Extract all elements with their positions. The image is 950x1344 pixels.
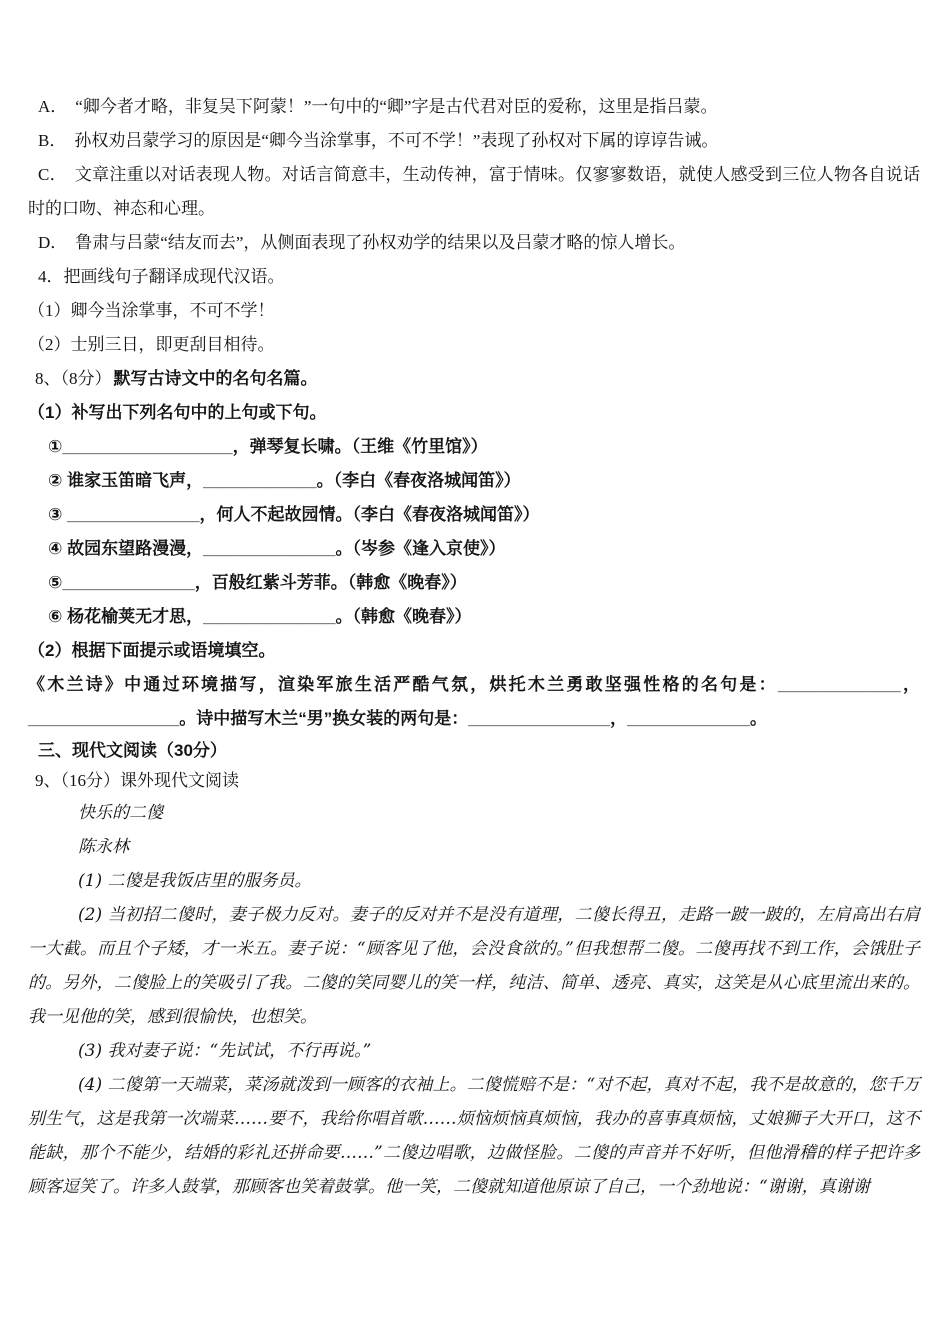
option-a-label: A． [38, 97, 68, 116]
story-title: 快乐的二傻 [78, 803, 163, 823]
poem-blank-line-6: ⑥ 杨花榆荚无才思，______________。（韩愈《晚春》） [48, 607, 472, 626]
question-4-item-1: （1）卿今当涂掌事，不可不学！ [28, 301, 275, 320]
poem-blank-line-5: ⑤______________，百般红紫斗芳菲。（韩愈《晚春》） [48, 573, 467, 592]
question-8-part2-text: 《木兰诗》中通过环境描写，渲染军旅生活严酷气氛，烘托木兰勇敢坚强性格的名句是：_____________，________________。诗中描写木兰“男”换女装的两句是：_______________，_____________。 [28, 675, 920, 728]
poem-blank-line-4: ④ 故园东望路漫漫，______________。（岑参《逢入京使》） [48, 539, 506, 558]
poem-blank-line-3: ③ ______________，何人不起故园情。（李白《春夜洛城闻笛》） [48, 505, 540, 524]
option-c-text: 文章注重以对话表现人物。对话言简意丰，生动传神，富于情味。仅寥寥数语，就使人感受到三位人物各自说话时的口吻、神态和心理。 [28, 165, 921, 218]
question-9-heading: 9、（16分）课外现代文阅读 [35, 771, 239, 790]
option-b-label: B． [38, 131, 67, 150]
story-paragraph-1: (1) 二傻是我饭店里的服务员。 [78, 871, 312, 891]
question-8-heading [28, 362, 920, 396]
question-8-part1-title: （1）补写出下列名句中的上句或下句。 [28, 403, 327, 422]
story-paragraph-4: (4) 二傻第一天端菜，菜汤就泼到一顾客的衣袖上。二傻慌赔不是：“对不起，真对不起，我不是故意的，您千万别生气，这是我第一次端菜……要不，我给你唱首歌……烦恼烦恼真烦恼，我办的喜事真烦恼，丈娘狮子大开口，这不能缺，那个不能少，结婚的彩礼还拼命要……”二傻边唱歌，边做怪脸。二傻的声音并不好听，但他滑稽的样子把许多顾客逗笑了。许多人鼓掌，那顾客也笑着鼓掌。他一笑，二傻就知道他原谅了自己，一个劲地说：“谢谢，真谢谢 [28, 1075, 920, 1197]
poem-blank-line-1: ①__________________，弹琴复长啸。（王维《竹里馆》） [48, 437, 488, 456]
choice-option-a [28, 90, 920, 124]
story-author: 陈永林 [78, 837, 129, 857]
section-3-heading: 三、现代文阅读（30分） [38, 741, 227, 760]
question-4-item-2: （2）士别三日，即更刮目相待。 [28, 335, 275, 354]
choice-option-d [28, 226, 920, 260]
choice-option-c [28, 158, 920, 226]
question-8-title: 默写古诗文中的名句名篇。 [113, 369, 318, 388]
option-b-text: 孙权劝吕蒙学习的原因是“卿今当涂掌事，不可不学！”表现了孙权对下属的谆谆告诫。 [74, 131, 719, 150]
option-a-text: “卿今者才略，非复吴下阿蒙！”一句中的“卿”字是古代君对臣的爱称，这里是指吕蒙。 [75, 97, 718, 116]
question-4-title: 4．把画线句子翻译成现代汉语。 [38, 267, 285, 286]
story-paragraph-2: (2) 当初招二傻时，妻子极力反对。妻子的反对并不是没有道理，二傻长得丑，走路一跛一跛的，左肩高出右肩一大截。而且个子矮，才一米五。妻子说：“顾客见了他，会没食欲的。”但我想帮二傻。二傻再找不到工作，会饿肚子的。另外，二傻脸上的笑吸引了我。二傻的笑同婴儿的笑一样，纯洁、简单、透亮、真实，这笑是从心底里流出来的。我一见他的笑，感到很愉快，也想笑。 [28, 905, 920, 1027]
question-8-part2-title: （2）根据下面提示或语境填空。 [28, 641, 276, 660]
question-8-number: 8、（8分） [35, 369, 112, 388]
option-d-text: 鲁肃与吕蒙“结友而去”，从侧面表现了孙权劝学的结果以及吕蒙才略的惊人增长。 [75, 233, 686, 252]
option-c-label: C． [38, 165, 67, 184]
option-d-label: D． [38, 233, 68, 252]
story-paragraph-3: (3) 我对妻子说：“先试试，不行再说。” [78, 1041, 372, 1061]
poem-blank-line-2: ② 谁家玉笛暗飞声，____________。（李白《春夜洛城闻笛》） [48, 471, 521, 490]
choice-option-b [28, 124, 920, 158]
